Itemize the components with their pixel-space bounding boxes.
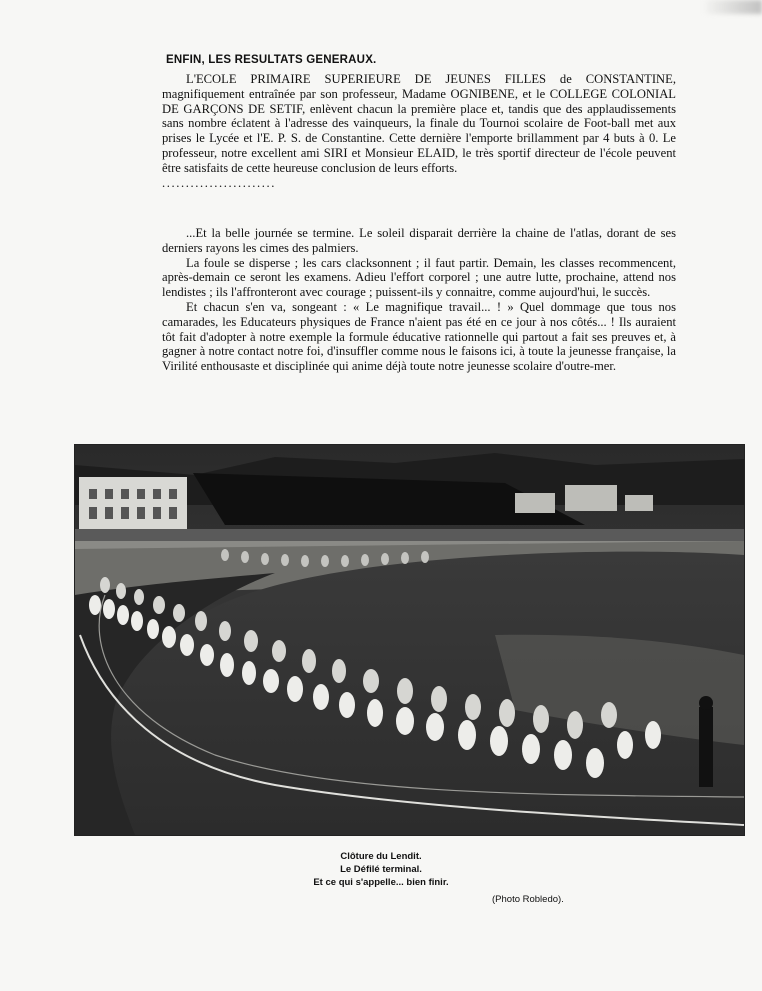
section-heading: ENFIN, LES RESULTATS GENERAUX. [166,54,377,66]
paragraph: Et chacun s'en va, songeant : « Le magnifique travail... ! » Quel dommage que tous nos camarades, les Educateurs physiques de France n'aient pas été en ce jour à nos côtés... ! Ils auraient tôt fait d'adopter à notre exemple la formule éducative rationnelle qui partout a fait ses preuves et, à gagner à notre contact notre foi, d'insuffler comme nous le faisons ici, à toute la jeunesse française, la Virilité enthousaste et disciplinée qui anime déjà toute notre jeunesse scolaire d'outre-mer. [162,299,676,374]
photo-credit: (Photo Robledo). [492,894,564,905]
paragraph: ...Et la belle journée se termine. Le soleil disparait derrière la chaine de l'atlas, dorant de ses derniers rayons les cimes des palmiers. [162,226,676,255]
paragraph: L'ECOLE PRIMAIRE SUPERIEURE DE JEUNES FILLES de CONSTANTINE, magnifiquement entraînée par son professeur, Madame OGNIBENE, et le COLLEGE COLONIAL DE GARÇONS DE SETIF, enlèvent chacun la première place et, tandis que des applaudissements sans nombre éclatent à l'adresse des vainqueurs, la finale du Tournoi scolaire de Foot-ball met aux prises le Lycée et l'E. P. S. de Constantine. Cette dernière l'emporte brillamment par 4 buts à 0. Le professeur, notre excellent ami SIRI et Monsieur ELAID, le très sportif directeur de l'école peuvent être satisfaits de cette heureuse conclusion de leurs efforts. [162,72,676,175]
caption-line: Clôture du Lendit. [340,851,422,862]
scan-smudge [702,0,762,14]
photo-illustration [75,445,744,835]
stadium-parade-photo [74,444,745,836]
dotted-separator: ........................ [162,175,276,190]
photo-caption [0,850,762,889]
caption-line: Le Défilé terminal. [340,864,422,875]
article-text-top [162,72,676,190]
paragraph: La foule se disperse ; les cars clacksonnent ; il faut partir. Demain, les classes recommencent, après-demain ce seront les examens. Adieu l'effort corporel ; une autre lutte, prochaine, attend nos lendistes ; ils l'affronteront avec courage ; puissent-ils y connaitre, comme aujourd'hui, le succès. [162,255,676,300]
caption-line: Et ce qui s'appelle... bien finir. [313,877,449,888]
article-text-bottom [162,226,676,374]
